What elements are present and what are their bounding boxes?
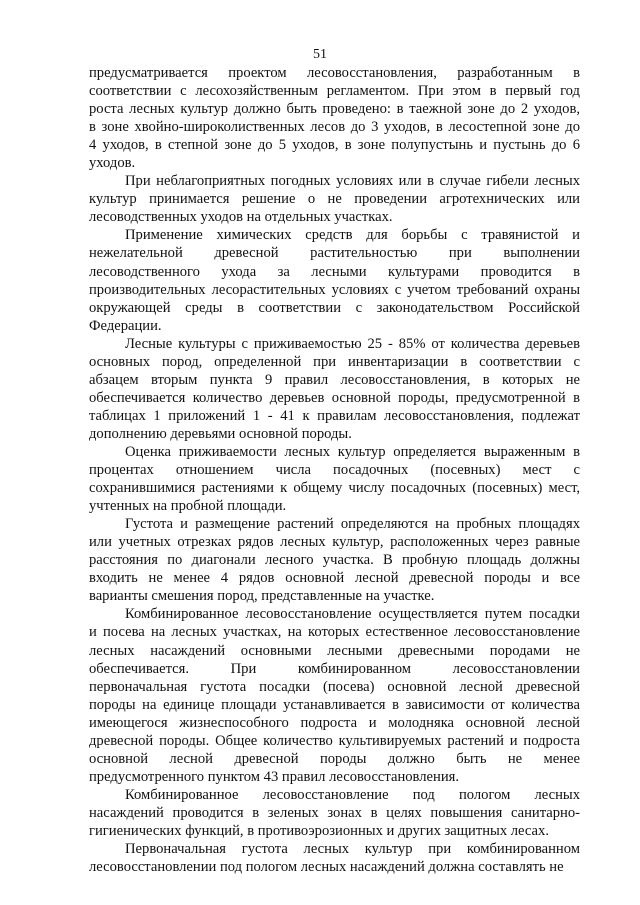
text-line: варианты смешения пород, представленные на участке. bbox=[89, 588, 435, 605]
text-line: породы на единице площади устанавливается в зависимости от количества bbox=[89, 696, 580, 713]
text-line: обеспечивается количество деревьев основной породы, предусмотренной в bbox=[89, 389, 580, 406]
paragraph bbox=[89, 64, 580, 172]
paragraph bbox=[89, 786, 580, 840]
text-line: расстояния по диагонали лесного участка. В пробную площадь должны bbox=[89, 552, 580, 569]
text-line: Комбинированное лесовосстановление осуществляется путем посадки bbox=[125, 606, 580, 623]
text-line: предусматривается проектом лесовосстановления, разработанным в bbox=[89, 65, 580, 81]
text-line: Лесные культуры с приживаемостью 25 - 85% от количества деревьев bbox=[125, 335, 580, 352]
text-line: основных пород, определенной при инвентаризации в соответствии с bbox=[89, 353, 580, 370]
text-line: 4 уходов, в степной зоне до 5 уходов, в зоне полупустынь и пустынь до 6 bbox=[89, 137, 580, 154]
paragraph bbox=[89, 515, 580, 605]
text-line: Оценка приживаемости лесных культур определяется выраженным в bbox=[125, 443, 580, 460]
text-line: процентах отношением числа посадочных (посевных) мест с bbox=[89, 462, 580, 479]
text-line: насаждений проводится в зеленых зонах в целях повышения санитарно- bbox=[89, 804, 580, 821]
text-line: обеспечивается. При комбинированном лесовосстановлении bbox=[89, 660, 580, 677]
text-line: Комбинированное лесовосстановление под пологом лесных bbox=[125, 786, 580, 803]
text-line: или учетных отрезках рядов лесных культур, расположенных через равные bbox=[89, 534, 580, 551]
text-line: имеющегося жизнеспособного подроста и молодняка основной лесной bbox=[89, 714, 580, 731]
text-line: нежелательной древесной растительностью при выполнении bbox=[89, 245, 580, 262]
text-line: уходов. bbox=[89, 155, 136, 172]
text-line: Применение химических средств для борьбы с травянистой и bbox=[125, 227, 580, 244]
text-line: абзацем вторым пункта 9 правил лесовосстановления, в которых не bbox=[89, 371, 580, 388]
text-line: сохранившимися растениями к общему числу посадочных (посевных) мест, bbox=[89, 480, 580, 497]
text-line: лесоводственного ухода за лесными культурами проводится в bbox=[89, 263, 580, 280]
text-line: входить не менее 4 рядов основной лесной древесной породы и все bbox=[89, 570, 580, 587]
text-line: дополнению деревьями основной породы. bbox=[89, 425, 352, 442]
text-line: первоначальная густота посадки (посева) основной лесной древесной bbox=[89, 678, 580, 695]
paragraph bbox=[89, 443, 580, 515]
paragraph bbox=[89, 335, 580, 443]
paragraph bbox=[89, 840, 580, 876]
text-line: лесоводственных уходов на отдельных участках. bbox=[89, 209, 393, 226]
text-line: учтенных на пробной площади. bbox=[89, 498, 287, 515]
paragraph bbox=[89, 605, 580, 785]
text-line: производительных лесорастительных условиях с учетом требований охраны bbox=[89, 281, 580, 298]
text-line: окружающей среды в соответствии с законодательством Российской bbox=[89, 299, 580, 316]
text-line: соответствии с лесохозяйственным регламентом. При этом в первый год bbox=[89, 83, 580, 100]
text-line: основной лесной древесной породы должно быть не менее bbox=[89, 750, 580, 767]
text-line: гигиенических функций, в противоэрозионных и других защитных лесах. bbox=[89, 822, 549, 839]
paragraph bbox=[89, 172, 580, 226]
text-line: Густота и размещение растений определяются на пробных площадях bbox=[125, 516, 580, 533]
text-line: Первоначальная густота лесных культур при комбинированном bbox=[125, 841, 580, 858]
text-line: в зоне хвойно-широколиственных лесов до 3 уходов, в лесостепной зоне до bbox=[89, 119, 580, 136]
text-line: При неблагоприятных погодных условиях или в случае гибели лесных bbox=[125, 173, 580, 190]
text-line: лесных насаждений основными лесными древесными породами не bbox=[89, 642, 580, 659]
text-line: лесовосстановлении под пологом лесных насаждений должна составлять не bbox=[89, 859, 564, 876]
text-line: таблицах 1 приложений 1 - 41 к правилам лесовосстановления, подлежат bbox=[89, 407, 580, 424]
paragraph bbox=[89, 226, 580, 334]
text-line: культур принимается решение о не проведении агротехнических или bbox=[89, 191, 580, 208]
text-line: Федерации. bbox=[89, 317, 162, 334]
page-number: 51 bbox=[313, 47, 327, 62]
text-line: и посева на лесных участках, на которых естественное лесовосстановление bbox=[89, 624, 580, 641]
text-line: роста лесных культур должно быть проведено: в таежной зоне до 2 уходов, bbox=[89, 101, 580, 118]
text-line: древесной породы. Общее количество культивируемых растений и подроста bbox=[89, 732, 580, 749]
document-body bbox=[89, 64, 580, 876]
text-line: предусмотренного пунктом 43 правил лесовосстановления. bbox=[89, 768, 459, 785]
